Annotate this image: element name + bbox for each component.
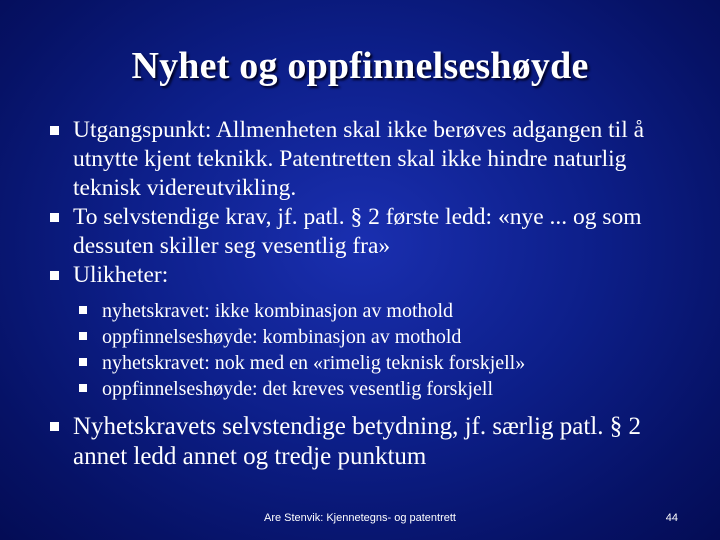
square-bullet-icon xyxy=(79,332,87,340)
bullet-item xyxy=(50,203,680,261)
slide-footer: Are Stenvik: Kjennetegns- og patentrett xyxy=(263,512,456,524)
slide-title: Nyhet og oppfinnelseshøyde xyxy=(131,45,589,87)
square-bullet-icon xyxy=(50,126,59,135)
bullet-text: Utgangspunkt: Allmenheten skal ikke berøves adgangen til å utnytte kjent teknikk. Patentretten skal ikke hindre naturlig teknisk videreutvikling. xyxy=(73,117,645,201)
sub-bullet-list xyxy=(79,298,680,402)
page-number: 44 xyxy=(665,512,678,524)
square-bullet-icon xyxy=(79,306,87,314)
square-bullet-icon xyxy=(50,271,59,280)
bullet-text: Nyhetskravets selvstendige betydning, jf. særlig patl. § 2 annet ledd annet og tredje punktum xyxy=(73,413,641,470)
square-bullet-icon xyxy=(50,213,59,222)
square-bullet-icon xyxy=(50,422,59,431)
sub-bullet-item xyxy=(79,376,680,402)
bullet-item xyxy=(50,116,680,203)
sub-bullet-text: nyhetskravet: ikke kombinasjon av mothold xyxy=(102,300,454,322)
sub-bullet-item xyxy=(79,324,680,350)
bullet-item xyxy=(50,261,680,290)
sub-bullet-item xyxy=(79,350,680,376)
bullet-list xyxy=(50,116,680,472)
square-bullet-icon xyxy=(79,384,87,392)
bullet-item xyxy=(50,412,680,472)
bullet-text: To selvstendige krav, jf. patl. § 2 første ledd: «nye ... og som dessuten skiller seg vesentlig fra» xyxy=(73,204,642,259)
bullet-text: Ulikheter: xyxy=(73,262,169,288)
sub-bullet-item xyxy=(79,298,680,324)
square-bullet-icon xyxy=(79,358,87,366)
sub-bullet-text: oppfinnelseshøyde: det kreves vesentlig forskjell xyxy=(102,378,494,400)
sub-bullet-text: oppfinnelseshøyde: kombinasjon av mothold xyxy=(102,326,462,348)
sub-bullet-text: nyhetskravet: nok med en «rimelig teknisk forskjell» xyxy=(102,352,526,374)
